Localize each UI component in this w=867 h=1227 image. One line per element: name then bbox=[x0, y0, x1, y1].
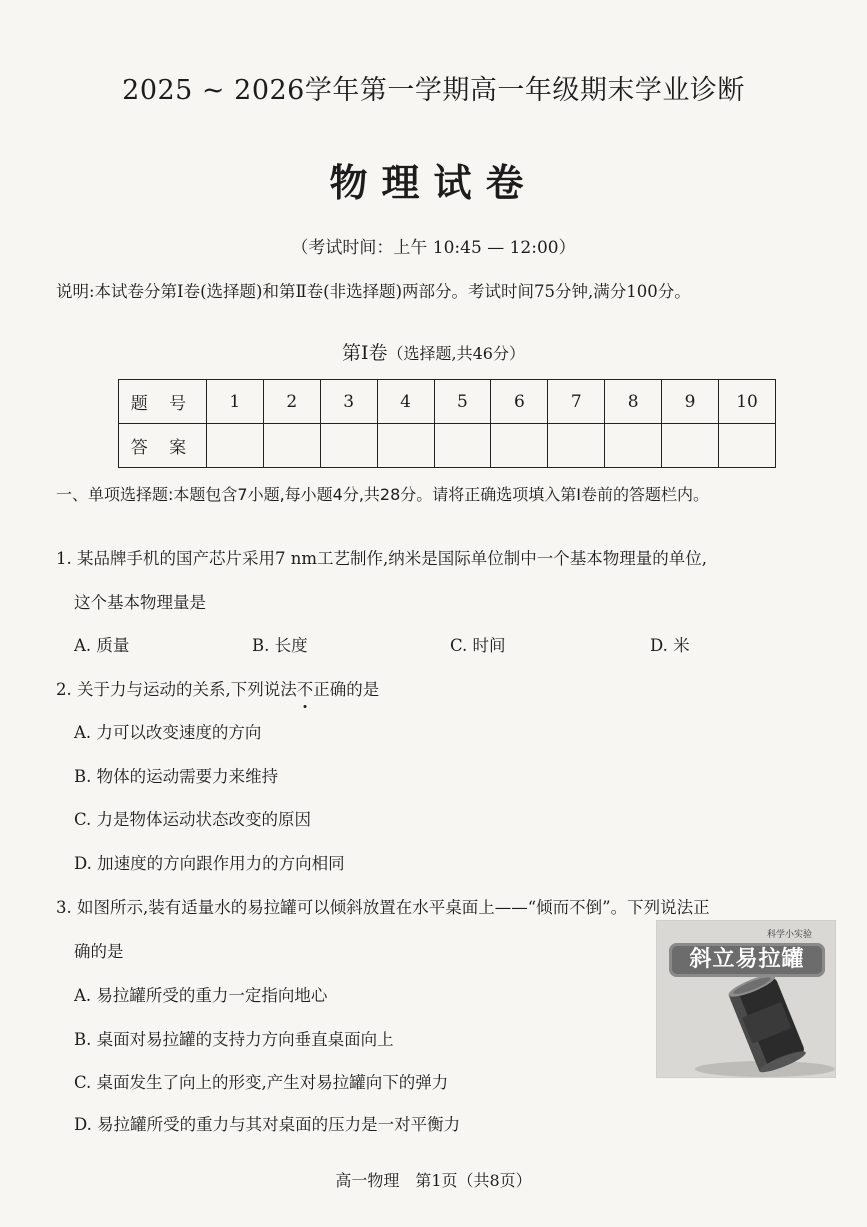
question-3-option-c: C. 桌面发生了向上的形变,产生对易拉罐向下的弹力 bbox=[74, 1073, 449, 1092]
exam-time: （考试时间：上午 10:45 — 12:00） bbox=[291, 238, 576, 258]
volume-label: 第Ⅰ卷 bbox=[342, 342, 388, 364]
question-3-stem: 3. 如图所示,装有适量水的易拉罐可以倾斜放置在水平桌面上——“倾而不倒”。下列说法正 bbox=[56, 898, 710, 917]
answer-cell[interactable] bbox=[377, 424, 434, 468]
question-1-stem-cont: 这个基本物理量是 bbox=[74, 593, 206, 612]
question-2-stem-emphasis: 不 bbox=[297, 676, 314, 700]
question-number-cell: 4 bbox=[377, 380, 434, 424]
question-2-option-b: B. 物体的运动需要力来维持 bbox=[74, 767, 279, 786]
answer-cell[interactable] bbox=[206, 424, 263, 468]
question-number-cell: 1 bbox=[206, 380, 263, 424]
document-title: 物理试卷 bbox=[329, 161, 538, 205]
answer-cell[interactable] bbox=[320, 424, 377, 468]
page-footer: 高一物理 第1页（共8页） bbox=[335, 1171, 532, 1190]
number-row-header: 题 号 bbox=[119, 380, 207, 424]
answer-cell[interactable] bbox=[605, 424, 662, 468]
question-3-option-d: D. 易拉罐所受的重力与其对桌面的压力是一对平衡力 bbox=[74, 1115, 461, 1134]
question-2-stem-post: 正确的是 bbox=[313, 680, 380, 699]
section-heading: 一、单项选择题:本题包含7小题,每小题4分,共28分。请将正确选项填入第Ⅰ卷前的答题栏内。 bbox=[56, 485, 710, 504]
question-number-cell: 2 bbox=[263, 380, 320, 424]
question-3-option-b: B. 桌面对易拉罐的支持力方向垂直桌面向上 bbox=[74, 1030, 394, 1049]
question-number-cell: 10 bbox=[719, 380, 776, 424]
answer-row bbox=[119, 424, 776, 468]
question-1-option-d: D. 米 bbox=[650, 636, 690, 655]
answer-row-header: 答 案 bbox=[119, 424, 207, 468]
tilted-can-figure bbox=[656, 920, 836, 1078]
answer-cell[interactable] bbox=[662, 424, 719, 468]
figure-banner: 斜立易拉罐 bbox=[669, 943, 825, 977]
question-2-option-d: D. 加速度的方向跟作用力的方向相同 bbox=[74, 854, 345, 873]
question-number-cell: 5 bbox=[434, 380, 491, 424]
answer-cell[interactable] bbox=[263, 424, 320, 468]
answer-table bbox=[118, 379, 776, 468]
answer-cell[interactable] bbox=[548, 424, 605, 468]
answer-cell[interactable] bbox=[491, 424, 548, 468]
answer-cell[interactable] bbox=[719, 424, 776, 468]
exam-header-title: 2025 ~ 2026学年第一学期高一年级期末学业诊断 bbox=[122, 75, 745, 106]
volume-title bbox=[0, 338, 867, 365]
question-1-stem: 1. 某品牌手机的国产芯片采用7 nm工艺制作,纳米是国际单位制中一个基本物理量的单位, bbox=[56, 549, 707, 568]
question-number-cell: 3 bbox=[320, 380, 377, 424]
number-row bbox=[119, 380, 776, 424]
question-number-cell: 8 bbox=[605, 380, 662, 424]
question-1-option-a: A. 质量 bbox=[74, 636, 130, 655]
question-number-cell: 7 bbox=[548, 380, 605, 424]
instructions: 说明:本试卷分第Ⅰ卷(选择题)和第Ⅱ卷(非选择题)两部分。考试时间75分钟,满分100分。 bbox=[56, 282, 691, 301]
question-2-stem-pre: 2. 关于力与运动的关系,下列说法 bbox=[56, 680, 297, 699]
answer-cell[interactable] bbox=[434, 424, 491, 468]
question-number-cell: 6 bbox=[491, 380, 548, 424]
question-number-cell: 9 bbox=[662, 380, 719, 424]
question-3-option-a: A. 易拉罐所受的重力一定指向地心 bbox=[74, 986, 328, 1005]
tilted-can-icon bbox=[657, 921, 836, 1078]
question-2-stem bbox=[56, 676, 379, 700]
question-3-stem-cont: 确的是 bbox=[74, 942, 124, 961]
question-1-option-b: B. 长度 bbox=[252, 636, 308, 655]
question-2-option-a: A. 力可以改变速度的方向 bbox=[74, 723, 262, 742]
question-2-option-c: C. 力是物体运动状态改变的原因 bbox=[74, 810, 312, 829]
figure-tag: 科学小实验 bbox=[767, 930, 813, 940]
volume-subtitle: （选择题,共46分） bbox=[387, 344, 525, 363]
question-1-option-c: C. 时间 bbox=[450, 636, 506, 655]
